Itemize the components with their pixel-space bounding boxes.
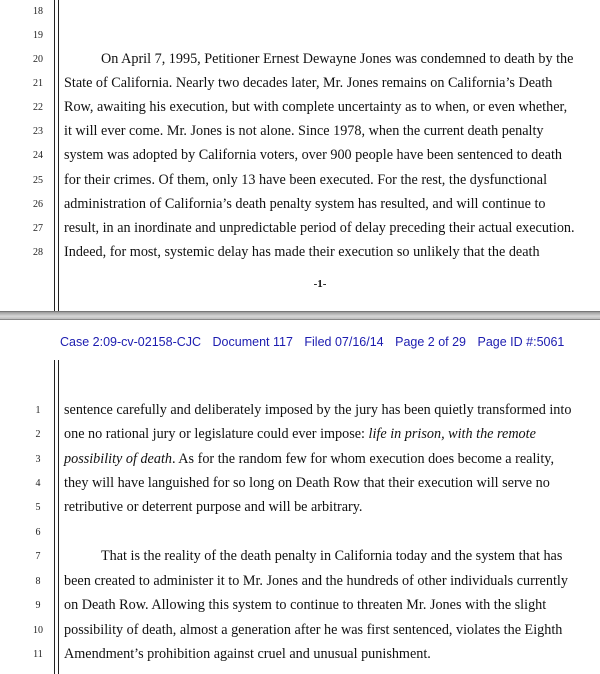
body-text-line: Amendment’s prohibition against cruel and unusual punishment. <box>64 646 431 662</box>
line-number: 2 <box>35 429 41 440</box>
line-number: 26 <box>33 199 43 210</box>
body-text-line: sentence carefully and deliberately imposed by the jury has been quietly transformed into <box>64 402 572 418</box>
body-text-line: State of California. Nearly two decades later, Mr. Jones remains on California’s Death <box>64 75 553 91</box>
case-number: Case 2:09-cv-02158-CJC <box>60 335 202 349</box>
case-header <box>60 335 572 349</box>
line-number: 23 <box>33 126 43 137</box>
body-text-line: system was adopted by California voters, over 900 people have been sentenced to death <box>64 147 562 163</box>
body-text-line: Row, awaiting his execution, but with complete uncertainty as to when, or even whether, <box>64 99 568 115</box>
page-count: Page 2 of 29 <box>395 335 467 349</box>
line-number: 22 <box>33 102 43 113</box>
body-text-line: they will have languished for so long on Death Row that their execution will serve no <box>64 475 550 491</box>
italic-text-run: possibility of death <box>64 451 172 467</box>
body-text-line <box>64 450 600 468</box>
document-page-1 <box>0 0 600 311</box>
line-number: 7 <box>35 551 41 562</box>
filed-date: Filed 07/16/14 <box>304 335 384 349</box>
body-text-line: been created to administer it to Mr. Jones and the hundreds of other individuals currently <box>64 573 568 589</box>
line-number: 11 <box>33 649 43 660</box>
body-text-line: On April 7, 1995, Petitioner Ernest Dewayne Jones was condemned to death by the <box>101 51 574 67</box>
body-text-line: it will ever come. Mr. Jones is not alone. Since 1978, when the current death penalty <box>64 123 544 139</box>
margin-rule-outer <box>54 360 55 674</box>
line-number: 8 <box>35 576 41 587</box>
body-text-line: on Death Row. Allowing this system to continue to threaten Mr. Jones with the slight <box>64 597 547 613</box>
body-text-line: result, in an inordinate and unpredictable period of delay preceding their actual execution. <box>64 220 575 236</box>
line-number: 6 <box>35 527 41 538</box>
line-number: 4 <box>35 478 41 489</box>
line-number: 9 <box>35 600 41 611</box>
line-number: 28 <box>33 247 43 258</box>
body-text-line: for their crimes. Of them, only 13 have been executed. For the rest, the dysfunctional <box>64 172 548 188</box>
line-number: 5 <box>35 502 41 513</box>
line-number: 27 <box>33 223 43 234</box>
line-number: 10 <box>33 625 43 636</box>
body-text-line <box>64 425 600 443</box>
text-run: . As for the random few for whom execution does become a reality, <box>171 451 554 467</box>
text-run: one no rational jury or legislature could ever impose: <box>64 426 369 442</box>
body-text-line: possibility of death, almost a generation after he was first sentenced, violates the Eighth <box>64 622 563 638</box>
document-page-2 <box>0 320 600 674</box>
margin-rule-inner <box>58 360 59 674</box>
line-number: 3 <box>35 454 41 465</box>
page-number: -1- <box>313 278 327 290</box>
body-text-line: That is the reality of the death penalty in California today and the system that has <box>101 548 563 564</box>
line-number: 19 <box>33 30 43 41</box>
line-number: 25 <box>33 175 43 186</box>
body-text-line: Indeed, for most, systemic delay has made their execution so unlikely that the death <box>64 244 540 260</box>
line-number: 21 <box>33 78 43 89</box>
body-text-line: administration of California’s death penalty system has resulted, and will continue to <box>64 196 546 212</box>
page-separator <box>0 311 600 320</box>
line-number: 20 <box>33 54 43 65</box>
line-number: 24 <box>33 150 43 161</box>
page-id: Page ID #:5061 <box>477 335 565 349</box>
document-number: Document 117 <box>212 335 293 349</box>
margin-rule-inner <box>58 0 59 311</box>
line-number: 1 <box>35 405 41 416</box>
margin-rule-outer <box>54 0 55 311</box>
italic-text-run: life in prison, with the remote <box>368 426 536 442</box>
body-text-line: retributive or deterrent purpose and will be arbitrary. <box>64 499 363 515</box>
line-number: 18 <box>33 6 43 17</box>
